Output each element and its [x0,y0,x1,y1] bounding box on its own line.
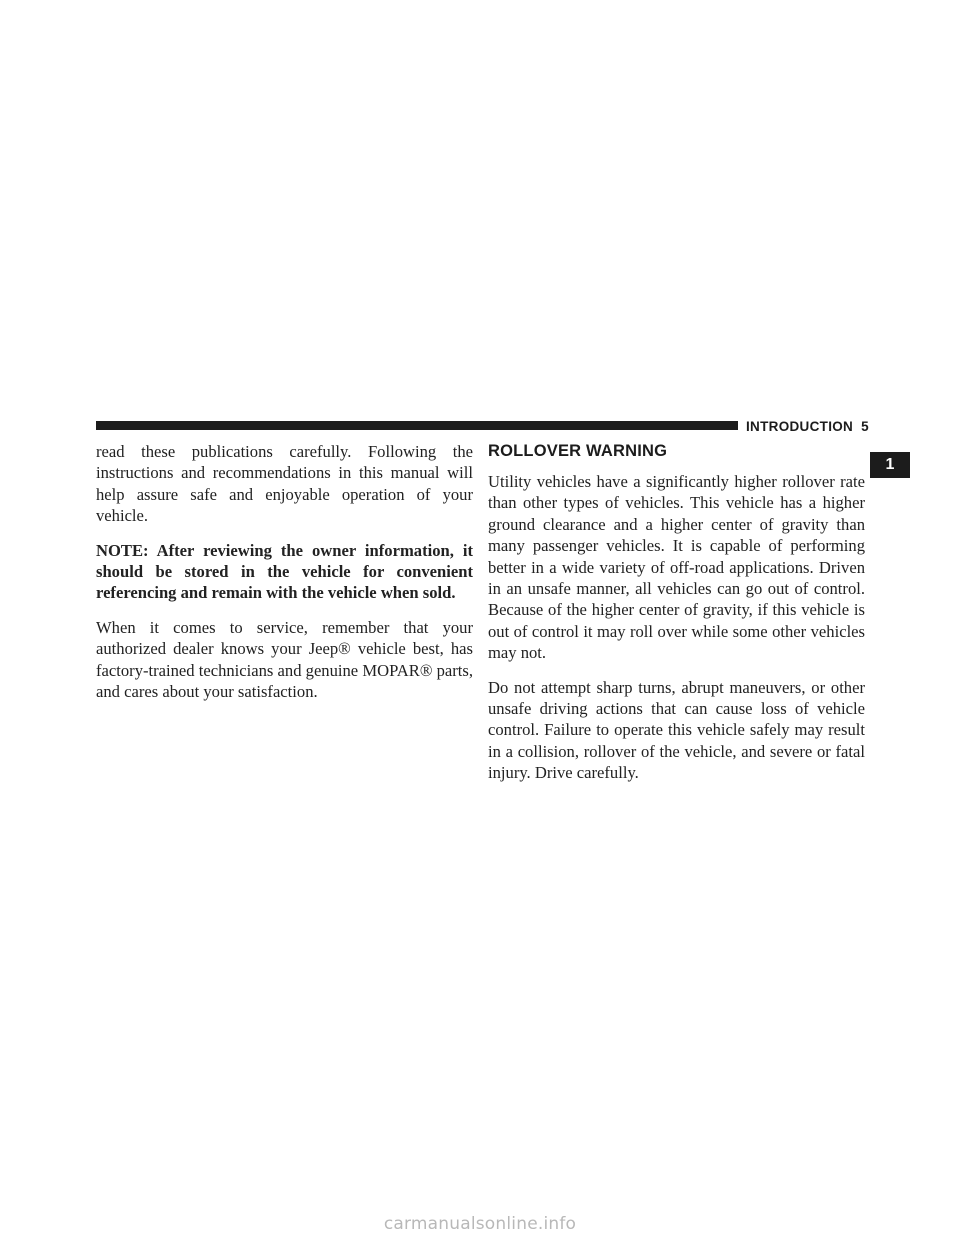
section-heading: ROLLOVER WARNING [488,442,668,460]
chapter-tab: 1 [870,452,910,478]
section-title: INTRODUCTION [746,419,854,434]
intro-paragraph: read these publications carefully. Following the instructions and recommendations in this manual will help assure safe and enjoyable operation of your vehicle. [96,442,473,526]
header-rule [96,421,738,430]
running-header [746,419,869,434]
watermark-text: carmanualsonline.info [383,1214,577,1234]
service-paragraph: When it comes to service, remember that your authorized dealer knows your Jeep® vehicle best, has factory-trained technicians and genuine MOPAR® parts, and cares about your satisfaction. [96,617,473,702]
driving-warning-paragraph: Do not attempt sharp turns, abrupt maneuvers, or other unsafe driving actions that can cause loss of vehicle control. Failure to operate this vehicle safely may result in a collision, rollover of the vehicle, and severe or fatal injury. Drive carefully. [488,677,865,783]
page-number: 5 [861,419,869,434]
rollover-paragraph: Utility vehicles have a significantly higher rollover rate than other types of vehicles. This vehicle has a higher ground clearance and a higher center of gravity than many passenger vehicles. It is capable of performing better in a wide variety of off-road applications. Driven in an unsafe manner, all vehicles can go out of control. Because of the higher center of gravity, if this vehicle is out of control it may roll over while some other vehicles may not. [488,472,865,663]
left-column [96,441,473,715]
note-paragraph: NOTE: After reviewing the owner information, it should be stored in the vehicle for convenient referencing and remain with the vehicle when sold. [96,540,473,603]
right-column [488,441,865,797]
